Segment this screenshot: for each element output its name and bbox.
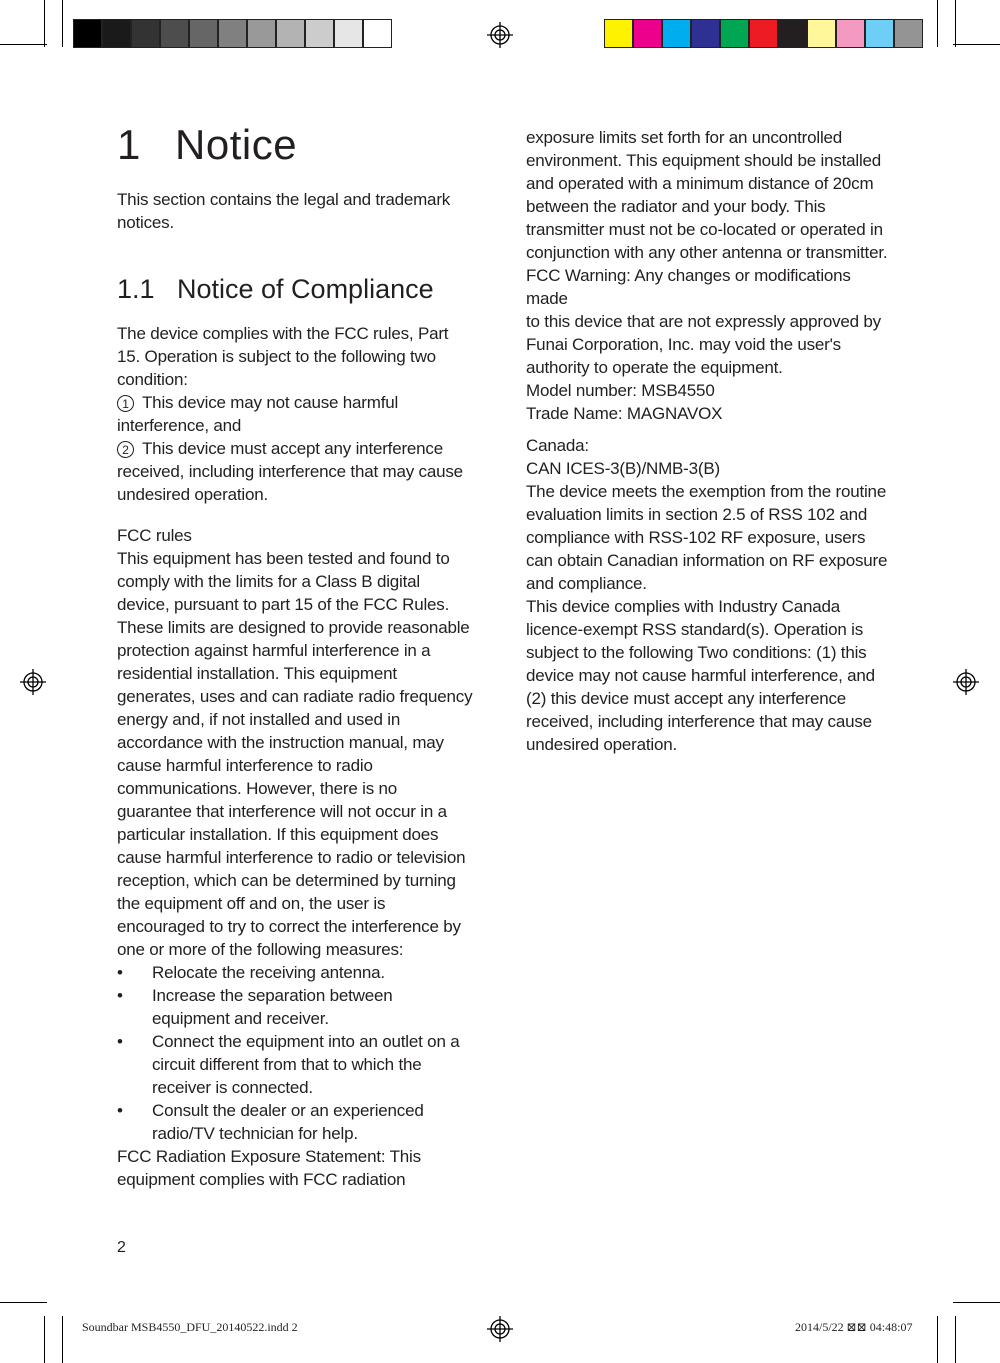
color-swatch [247, 19, 276, 48]
color-swatch [836, 19, 865, 48]
page-number: 2 [117, 1239, 126, 1256]
color-swatch [363, 19, 392, 48]
color-swatch [633, 19, 662, 48]
color-swatch [604, 19, 633, 48]
color-swatch [160, 19, 189, 48]
crop-mark [44, 1316, 45, 1363]
color-swatch [189, 19, 218, 48]
slug-date: 2014/5/22 ⊠⊠ 04:48:07 [795, 1320, 913, 1334]
registration-mark-icon [487, 22, 513, 48]
fcc-warning-text: Any changes or modifications made [526, 266, 851, 308]
crop-mark [953, 1302, 1000, 1303]
condition-item [117, 437, 474, 506]
registration-mark-icon [20, 669, 46, 695]
crop-mark [937, 0, 938, 47]
color-swatch [691, 19, 720, 48]
page-title [117, 118, 297, 172]
right-column [526, 126, 888, 756]
color-swatch [778, 19, 807, 48]
color-swatch [305, 19, 334, 48]
intro-text [117, 188, 467, 234]
crop-mark [44, 0, 45, 47]
grayscale-color-bar [73, 19, 392, 48]
color-swatch [218, 19, 247, 48]
radiation-continued: exposure limits set forth for an uncontrolled environment. This equipment should be installed and operated with a minimum distance of 20cm between the radiator and your body. This transmitter must not be co-located or operated in conjunction with any other antenna or transmitter. [526, 128, 888, 262]
crop-mark [62, 1316, 63, 1363]
list-item: • Consult the dealer or an experienced radio/TV technician for help. [117, 1099, 474, 1145]
registration-mark-icon [487, 1316, 513, 1342]
crop-mark [0, 1302, 47, 1303]
crop-mark [955, 0, 956, 47]
model-number: Model number: MSB4550 [526, 381, 715, 400]
circled-number-marker: 2 [117, 441, 134, 458]
color-swatch [807, 19, 836, 48]
condition-item [117, 391, 474, 437]
canada-standard: CAN ICES-3(B)/NMB-3(B) [526, 459, 720, 478]
crop-mark [955, 1316, 956, 1363]
canada-heading: Canada: [526, 436, 589, 455]
measures-list [117, 961, 474, 1145]
list-item: • Connect the equipment into an outlet on a circuit different from that to which the receiver is connected. [117, 1030, 474, 1099]
canada-paragraph: The device meets the exemption from the routine evaluation limits in section 2.5 of RSS 102 and compliance with RSS-102 RF exposure, users can obtain Canadian information on RF exposure and compliance. [526, 482, 888, 593]
intro-paragraph: This section contains the legal and trademark notices. [117, 190, 451, 232]
fcc-rules-heading: FCC rules [117, 526, 192, 545]
left-column [117, 322, 474, 1191]
chapter-title: Notice [175, 121, 298, 168]
crop-mark [953, 44, 1000, 45]
color-swatch [865, 19, 894, 48]
slug-file: Soundbar MSB4550_DFU_20140522.indd 2 [82, 1320, 298, 1334]
color-swatch [131, 19, 160, 48]
color-swatch [662, 19, 691, 48]
radiation-statement [117, 1145, 474, 1191]
compliance-paragraph: The device complies with the FCC rules, Part 15. Operation is subject to the following two condition: [117, 324, 449, 389]
condition-text: This device may not cause harmful interference, and [117, 393, 399, 435]
circled-number-marker: 1 [117, 395, 134, 412]
registration-mark-icon [953, 669, 979, 695]
color-swatch [749, 19, 778, 48]
radiation-label: FCC Radiation Exposure Statement [117, 1147, 381, 1166]
condition-text: This device must accept any interference received, including interference that may cause undesired operation. [117, 439, 463, 504]
section-heading [117, 270, 434, 308]
list-item: • Increase the separation between equipment and receiver. [117, 984, 474, 1030]
color-swatch [894, 19, 923, 48]
canada-paragraph: This device complies with Industry Canada licence-exempt RSS standard(s). Operation is subject to the following Two conditions: (1) this device may not cause harmful interference, and (2) this device must accept any interference received, including interference that may cause undesired operation. [526, 597, 875, 754]
color-swatch [334, 19, 363, 48]
trade-name: Trade Name: MAGNAVOX [526, 404, 723, 423]
color-swatch [102, 19, 131, 48]
section-title: Notice of Compliance [177, 274, 434, 304]
color-swatch [276, 19, 305, 48]
fcc-warning-continued: to this device that are not expressly approved by Funai Corporation, Inc. may void the user's authority to operate the equipment. [526, 312, 881, 377]
process-color-bar [604, 19, 923, 48]
section-number: 1.1 [117, 274, 155, 304]
crop-mark [62, 0, 63, 47]
chapter-number: 1 [117, 121, 141, 168]
crop-mark [937, 1316, 938, 1363]
fcc-warning-label: FCC Warning: [526, 266, 631, 285]
color-swatch [720, 19, 749, 48]
list-item: • Relocate the receiving antenna. [117, 961, 474, 984]
fcc-rules-paragraph: This equipment has been tested and found to comply with the limits for a Class B digital device, pursuant to part 15 of the FCC Rules. These limits are designed to provide reasonable protection against harmful interference in a residential installation. This equipment generates, uses and can radiate radio frequency energy and, if not installed and used in accordance with the instruction manual, may cause harmful interference to radio communications. However, there is no guarantee that interference will not occur in a particular installation. If this equipment does cause harmful interference to radio or television reception, which can be determined by turning the equipment off and on, the user is encouraged to try to correct the interference by one or more of the following measures: [117, 549, 473, 959]
color-swatch [73, 19, 102, 48]
radiation-text: : This equipment complies with FCC radiation [117, 1147, 421, 1189]
fcc-warning [526, 264, 888, 310]
crop-mark [0, 44, 47, 45]
